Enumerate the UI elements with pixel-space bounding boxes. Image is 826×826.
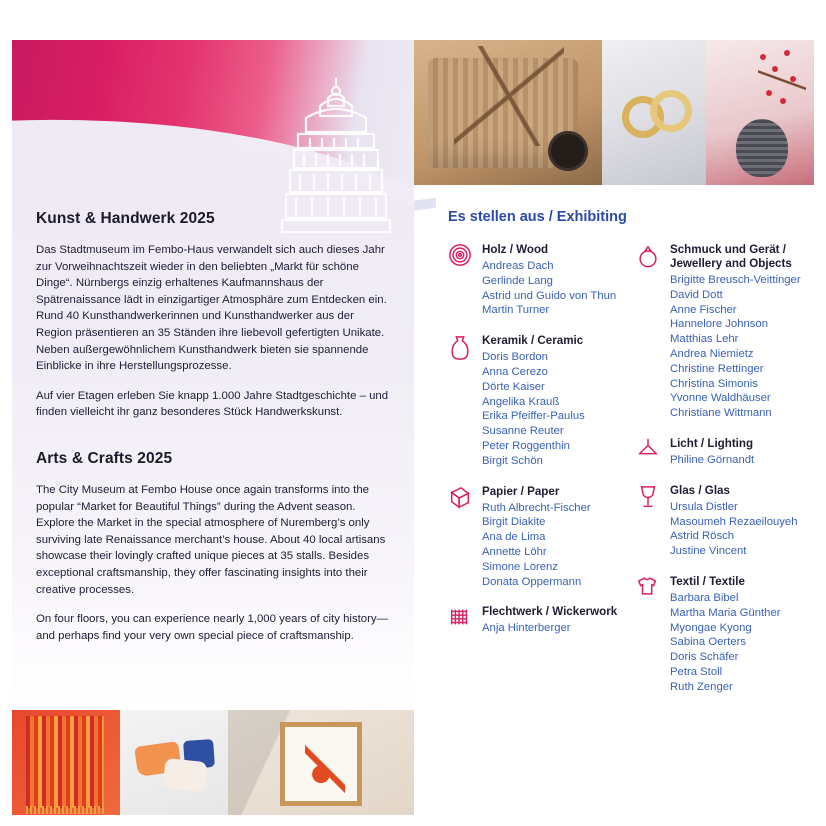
category-title: Holz / Wood — [482, 243, 549, 256]
category-title: Flechtwerk / Wickerwork — [482, 605, 618, 619]
top-photo-row — [414, 40, 814, 185]
exhibitors-content — [414, 185, 814, 815]
bottom-photo-strip — [12, 710, 414, 815]
list-item: David Dott — [670, 288, 723, 301]
berry — [760, 54, 766, 60]
list-item: Hannelore Johnson — [670, 318, 768, 331]
dried-branch — [454, 46, 564, 146]
category-schmuck-jewellery — [636, 243, 814, 421]
list-item: Astrid Rösch — [670, 530, 735, 543]
berry-twig — [758, 46, 806, 116]
berry — [766, 90, 772, 96]
spiral-wood-icon — [448, 243, 474, 273]
category-glas-glass — [636, 484, 814, 559]
berry — [780, 98, 786, 104]
ring-2 — [650, 90, 692, 132]
list-item: Matthias Lehr — [670, 333, 739, 346]
category-holz-wood — [448, 243, 626, 318]
photo-framed-artwork — [228, 710, 414, 815]
photo-woven-basket — [414, 40, 602, 185]
spacer — [36, 434, 390, 450]
list-item: Myongae Kyong — [670, 621, 752, 634]
exhibitors-section — [414, 185, 814, 815]
exhibitor-list — [482, 621, 626, 636]
paper-sheets-icon — [448, 485, 474, 515]
list-item: Simone Lorenz — [482, 560, 558, 573]
list-item: Andrea Niemietz — [670, 347, 754, 360]
category-title: Glas / Glas — [670, 483, 730, 497]
category-textil-textile — [636, 575, 814, 695]
berry — [772, 66, 778, 72]
exhibitor-list — [482, 350, 626, 468]
ceramic-lid — [548, 131, 588, 171]
hero-banner — [12, 40, 414, 236]
berry — [790, 76, 796, 82]
list-item: Barbara Bibel — [670, 591, 739, 604]
list-item: Susanne Reuter — [482, 425, 564, 438]
list-item: Gerlinde Lang — [482, 274, 553, 287]
list-item: Anne Fischer — [670, 303, 737, 316]
photo-gold-rings — [602, 40, 706, 185]
list-item: Astrid und Guido von Thun — [482, 289, 617, 302]
list-item: Sabina Oerters — [670, 636, 746, 649]
category-keramik-ceramic — [448, 334, 626, 468]
list-item: Justine Vincent — [670, 545, 747, 558]
german-paragraph-1: Das Stadtmuseum im Fembo-Haus verwandelt sich auch dieses Jahr zur Vorweihnachtszeit wieder in den beliebten „Markt für schöne Dinge“. Nürnbergs einzig erhaltenes Kaufmannshaus der Spätrenaissance lädt in einzigartiger Atmosphäre zum Entdecken ein. Rund 40 Kunsthandwerkerinnen und Kunsthandwerker aus der Region präsentieren an 35 Ständen ihre liebevoll gefertigten Unikate. Neben außergewöhnlichem Kunsthandwerk bieten sie spannende Einblicke in ihre Herstellungsprozesse. — [36, 244, 387, 373]
list-item: Christiane Wittmann — [670, 407, 772, 420]
bird-artwork — [305, 743, 345, 795]
left-column — [12, 40, 414, 815]
list-item: Peter Roggenthin — [482, 439, 570, 452]
list-item: Christine Rettinger — [670, 362, 764, 375]
list-item: Andreas Dach — [482, 260, 554, 272]
list-item: Erika Pfeiffer-Paulus — [482, 410, 585, 423]
list-item: Yvonne Waldhäuser — [670, 392, 771, 405]
category-papier-paper — [448, 485, 626, 590]
ring-jewellery-icon — [636, 243, 662, 273]
exhibitor-list — [670, 591, 814, 695]
vase-ceramic-icon — [448, 334, 474, 364]
english-paragraph-2: On four floors, you can experience nearly 1,000 years of city history—and perhaps find your very own special piece of craftsmanship. — [36, 613, 389, 642]
list-item: Doris Schäfer — [670, 651, 739, 664]
list-item: Birgit Diakite — [482, 516, 546, 529]
german-title: Kunst & Handwerk 2025 — [36, 210, 215, 227]
picture-frame — [280, 722, 362, 806]
pendant-lamp-icon — [636, 437, 662, 467]
exhibitor-column-left — [448, 243, 626, 652]
cup-white — [163, 758, 208, 792]
list-item: Ruth Zenger — [670, 680, 733, 693]
exhibitor-list — [670, 273, 814, 421]
list-item: Philine Görnandt — [670, 453, 755, 466]
exhibitors-title: Es stellen aus / Exhibiting — [448, 209, 627, 225]
wickerwork-weave-icon — [448, 605, 474, 635]
list-item: Martha Maria Günther — [670, 606, 781, 619]
list-item: Anna Cerezo — [482, 365, 548, 378]
category-title: Keramik / Ceramic — [482, 334, 584, 348]
category-title: Papier / Paper — [482, 484, 560, 498]
category-title: Textil / Textile — [670, 574, 745, 588]
english-title: Arts & Crafts 2025 — [36, 449, 173, 467]
category-flechtwerk-wickerwork — [448, 605, 626, 636]
list-item: Ruth Albrecht-Fischer — [482, 501, 591, 514]
photo-ceramic-vase-with-berries — [706, 40, 814, 185]
wine-glass-icon — [636, 484, 662, 514]
list-item: Dörte Kaiser — [482, 380, 545, 393]
right-column — [414, 40, 814, 815]
exhibitor-list — [482, 501, 626, 590]
list-item: Donata Oppermann — [482, 575, 582, 588]
photo-woven-scarf — [12, 710, 120, 815]
exhibitor-list — [670, 500, 814, 559]
list-item: Anja Hinterberger — [482, 622, 571, 635]
list-item: Annette Löhr — [482, 545, 547, 558]
striped-vase — [736, 119, 788, 177]
list-item: Ana de Lima — [482, 531, 546, 544]
list-item: Ursula Distler — [670, 500, 738, 513]
list-item: Brigitte Breusch-Veittinger — [670, 274, 801, 286]
scarf-shape — [26, 716, 104, 808]
list-item: Angelika Krauß — [482, 395, 560, 408]
list-item: Martin Turner — [482, 304, 550, 317]
category-title: Licht / Lighting — [670, 436, 754, 450]
exhibitor-list — [482, 259, 626, 318]
list-item: Birgit Schön — [482, 454, 543, 467]
list-item: Christina Simonis — [670, 377, 758, 390]
left-text-block — [12, 210, 414, 657]
exhibitor-column-right — [636, 243, 814, 711]
list-item: Masoumeh Rezaeilouyeh — [670, 515, 798, 528]
exhibitor-list — [670, 453, 814, 468]
english-paragraph-1: The City Museum at Fembo House once again transforms into the popular “Market for Beautiful Things” during the Advent season. Explore the Market in the special atmosphere of Nuremberg’s only surviving late Renaissance merchant’s house. About 40 local artisans showcase their lovingly crafted unique pieces at 35 stalls. Besides exceptional craftsmanship, they offer fascinating insights into their creative processes. — [36, 483, 386, 596]
list-item: Petra Stoll — [670, 665, 723, 678]
list-item: Doris Bordon — [482, 351, 548, 364]
category-title: Schmuck und Gerät / Jewellery and Objects — [670, 243, 792, 270]
brochure-page — [12, 40, 814, 815]
category-licht-lighting — [636, 437, 814, 468]
tshirt-textile-icon — [636, 575, 662, 605]
berry — [784, 50, 790, 56]
photo-ceramic-cups — [120, 710, 228, 815]
german-paragraph-2: Auf vier Etagen erleben Sie knapp 1.000 Jahre Stadtgeschichte – und finden vielleicht ihr ganz besonderes Stück Handwerkskunst. — [36, 389, 389, 419]
